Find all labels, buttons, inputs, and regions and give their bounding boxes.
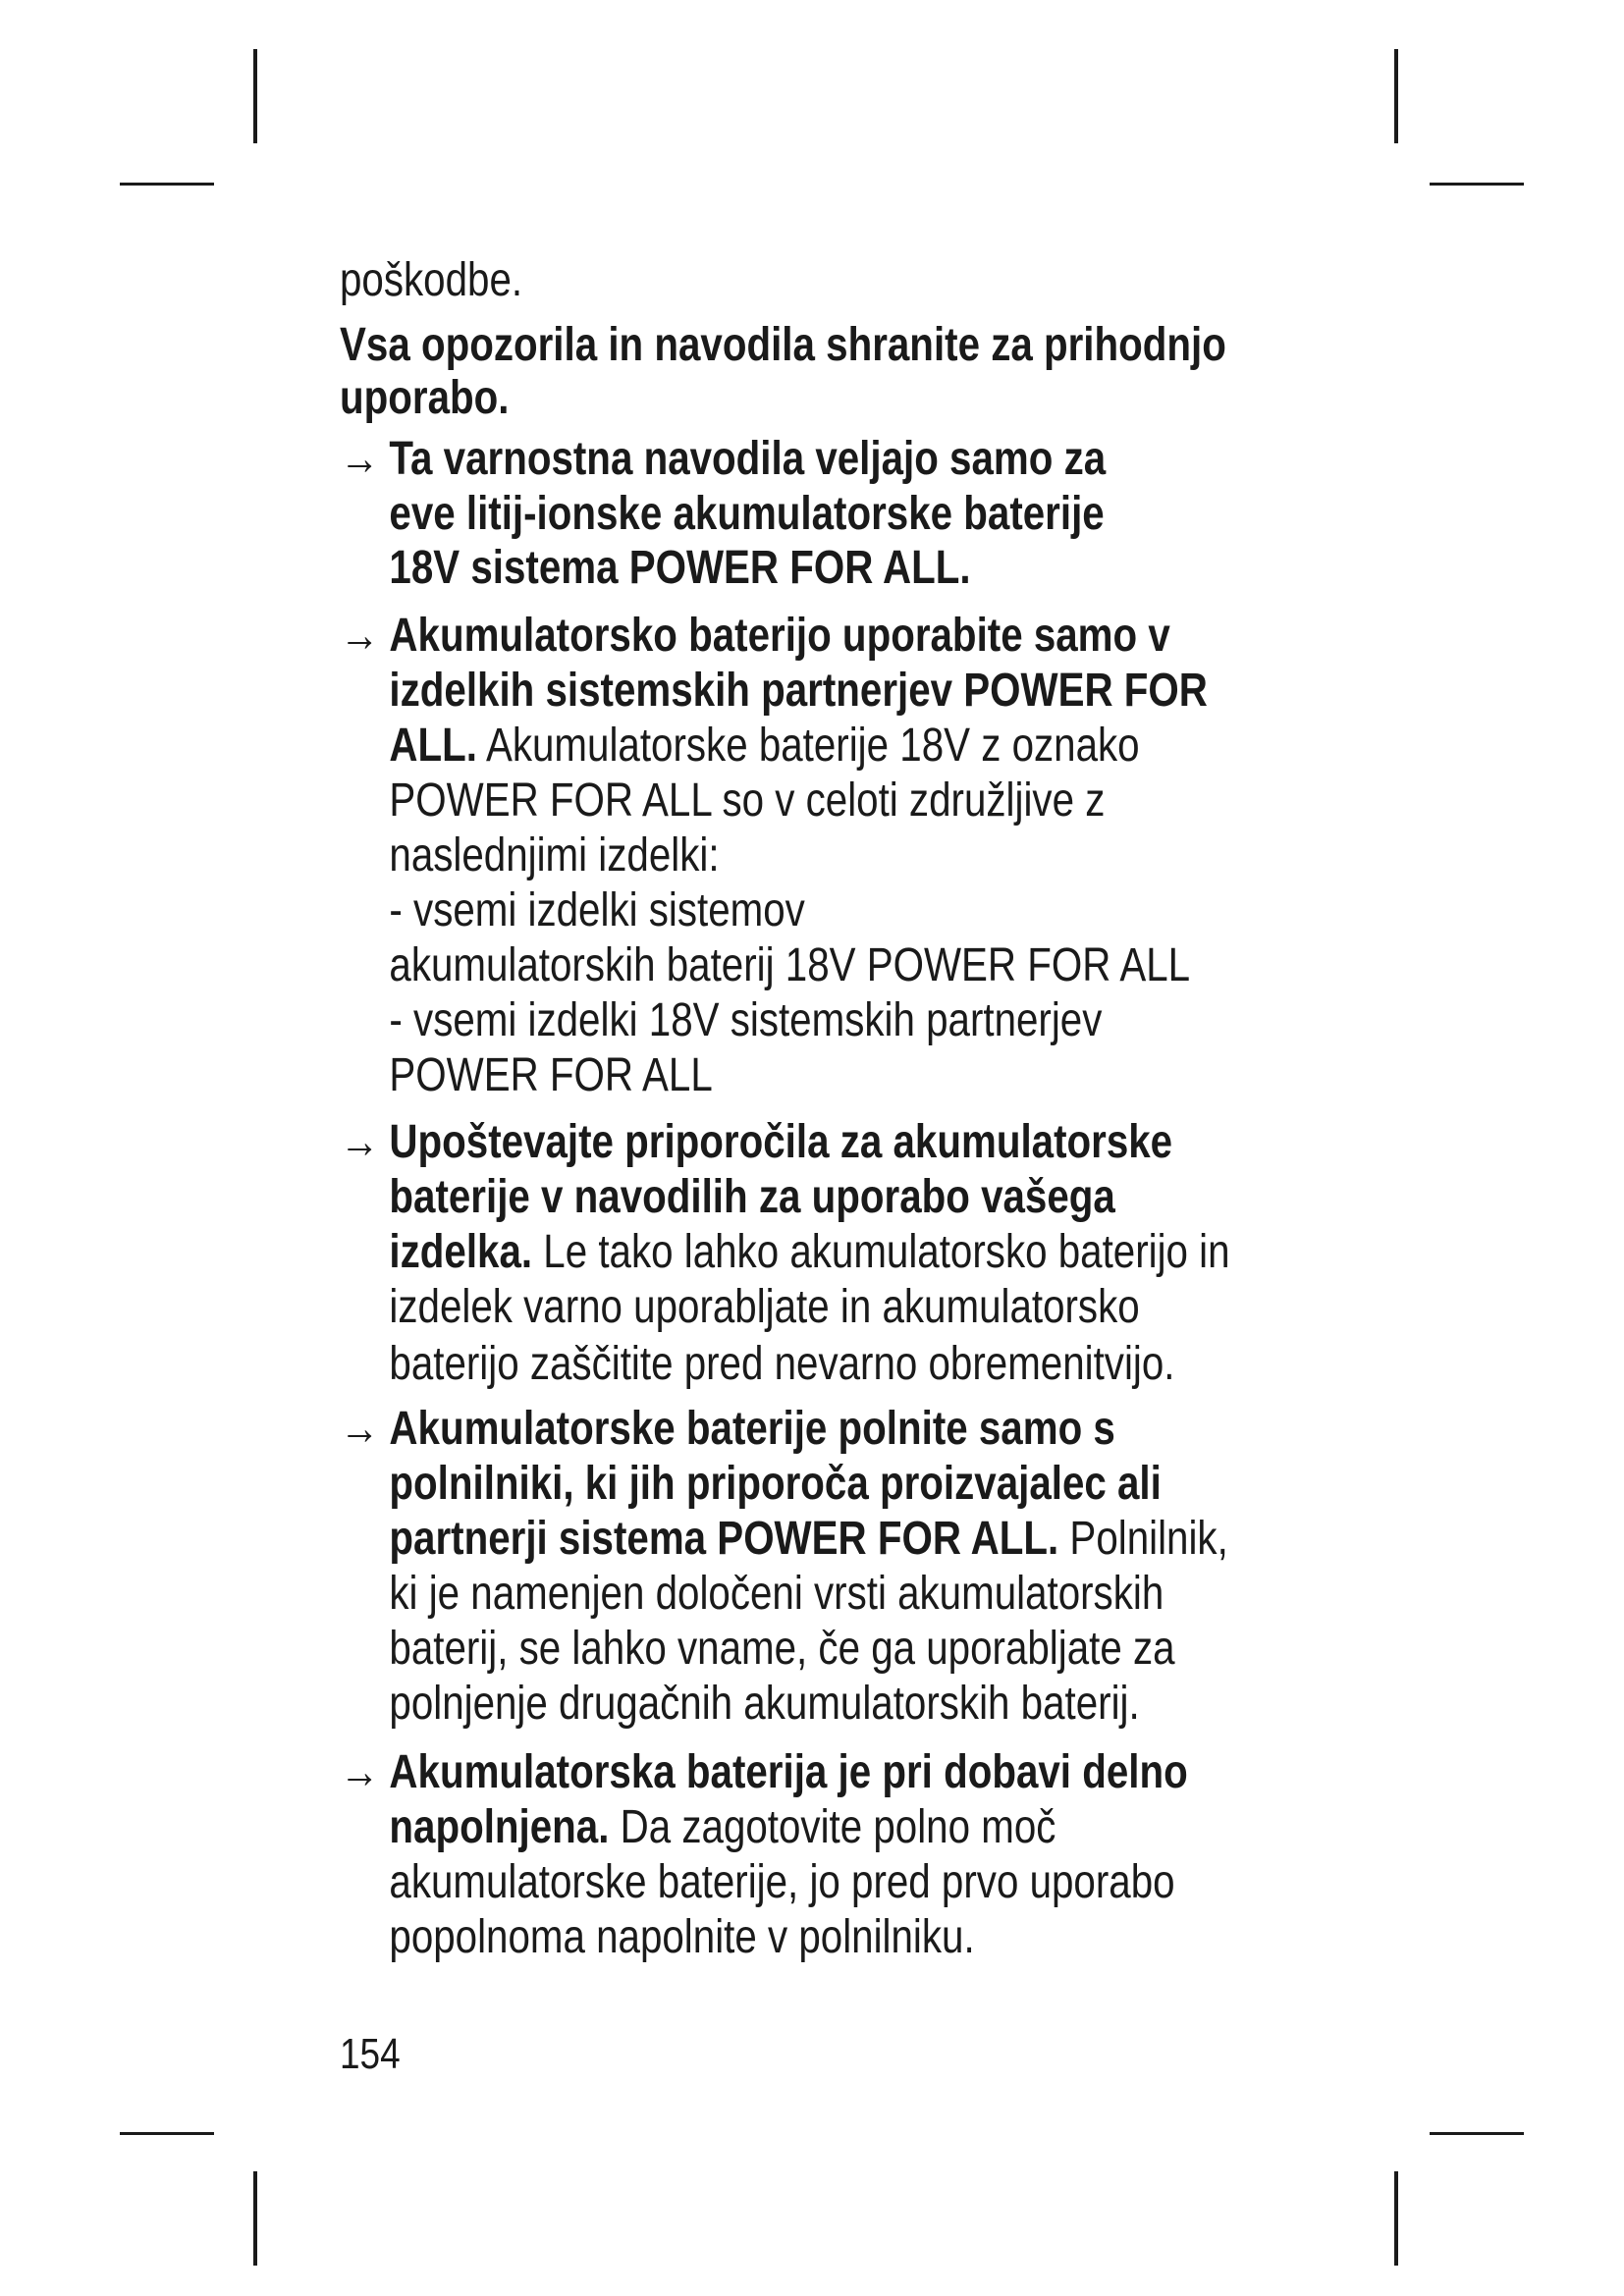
item-2-line-3 [389,719,1139,774]
item-3-line-1: Upoštevajte priporočila za akumulatorske [389,1116,1173,1168]
crop-mark-top-left-vertical [253,49,257,143]
item-4-line-4: ki je namenjen določeni vrsti akumulatorskih [389,1568,1164,1620]
crop-mark-bottom-left-vertical [253,2171,257,2266]
arrow-icon: → [340,1403,380,1455]
item-2-line-7: akumulatorskih baterij 18V POWER FOR ALL [389,939,1191,991]
item-2-line-4: POWER FOR ALL so v celoti združljive z [389,774,1106,827]
item-3-line-5: baterijo zaščitite pred nevarno obremenitvijo. [389,1338,1175,1390]
item-2-line-8: - vsemi izdelki 18V sistemskih partnerjev [389,994,1103,1046]
item-3-line-3-normal: Le tako lahko akumulatorsko baterijo in [532,1226,1230,1278]
item-2-line-9: POWER FOR ALL [389,1049,713,1101]
item-2-line-2: izdelkih sistemskih partnerjev POWER FOR [389,665,1208,717]
item-2-line-3-normal: Akumulatorske baterije 18V z oznako [476,720,1140,772]
arrow-icon: → [340,610,380,662]
arrow-icon: → [340,433,380,485]
crop-mark-bottom-right-vertical [1394,2171,1398,2266]
item-4-line-2: polnilniki, ki jih priporoča proizvajalec ali [389,1458,1162,1510]
item-2-line-3-bold: ALL. [389,720,477,772]
item-3-line-2: baterije v navodilih za uporabo vašega [389,1171,1115,1223]
item-3-line-3-bold: izdelka. [389,1226,533,1278]
item-4-line-3 [389,1512,1227,1567]
item-4-line-5: baterij, se lahko vname, če ga uporabljate za [389,1623,1175,1675]
item-4-line-6: polnjenje drugačnih akumulatorskih baterij. [389,1678,1140,1730]
crop-mark-top-right-vertical [1394,49,1398,143]
item-1-line-1: Ta varnostna navodila veljajo samo za [389,433,1107,485]
item-3-line-3 [389,1225,1229,1280]
crop-mark-top-right-horizontal [1430,183,1524,186]
page-number: 154 [340,2030,401,2078]
crop-mark-bottom-left-horizontal [120,2132,214,2135]
item-5-line-4: popolnoma napolnite v polnilniku. [389,1911,975,1963]
item-5-line-2 [389,1800,1056,1855]
item-2-line-1: Akumulatorsko baterijo uporabite samo v [389,610,1170,662]
item-2-line-6: - vsemi izdelki sistemov [389,884,805,936]
arrow-icon: → [340,1116,380,1168]
item-5-line-3: akumulatorske baterije, jo pred prvo uporabo [389,1856,1175,1908]
arrow-icon: → [340,1746,380,1798]
item-4-line-3-normal: Polnilnik, [1058,1513,1228,1565]
item-5-line-2-normal: Da zagotovite polno moč [609,1801,1056,1853]
item-1-line-2: eve litij-ionske akumulatorske baterije [389,488,1105,540]
item-1-line-3: 18V sistema POWER FOR ALL. [389,542,971,594]
item-2-line-5: naslednjimi izdelki: [389,829,720,881]
intro-tail-text: poškodbe. [340,254,523,306]
item-4-line-3-bold: partnerji sistema POWER FOR ALL. [389,1513,1059,1565]
intro-bold-line-2: uporabo. [340,372,510,424]
intro-bold-line-1: Vsa opozorila in navodila shranite za prihodnjo [340,319,1226,371]
item-5-line-1: Akumulatorska baterija je pri dobavi delno [389,1746,1188,1798]
crop-mark-top-left-horizontal [120,183,214,186]
crop-mark-bottom-right-horizontal [1430,2132,1524,2135]
item-5-line-2-bold: napolnjena. [389,1801,610,1853]
item-4-line-1: Akumulatorske baterije polnite samo s [389,1403,1115,1455]
item-3-line-4: izdelek varno uporabljate in akumulatorsko [389,1281,1140,1333]
